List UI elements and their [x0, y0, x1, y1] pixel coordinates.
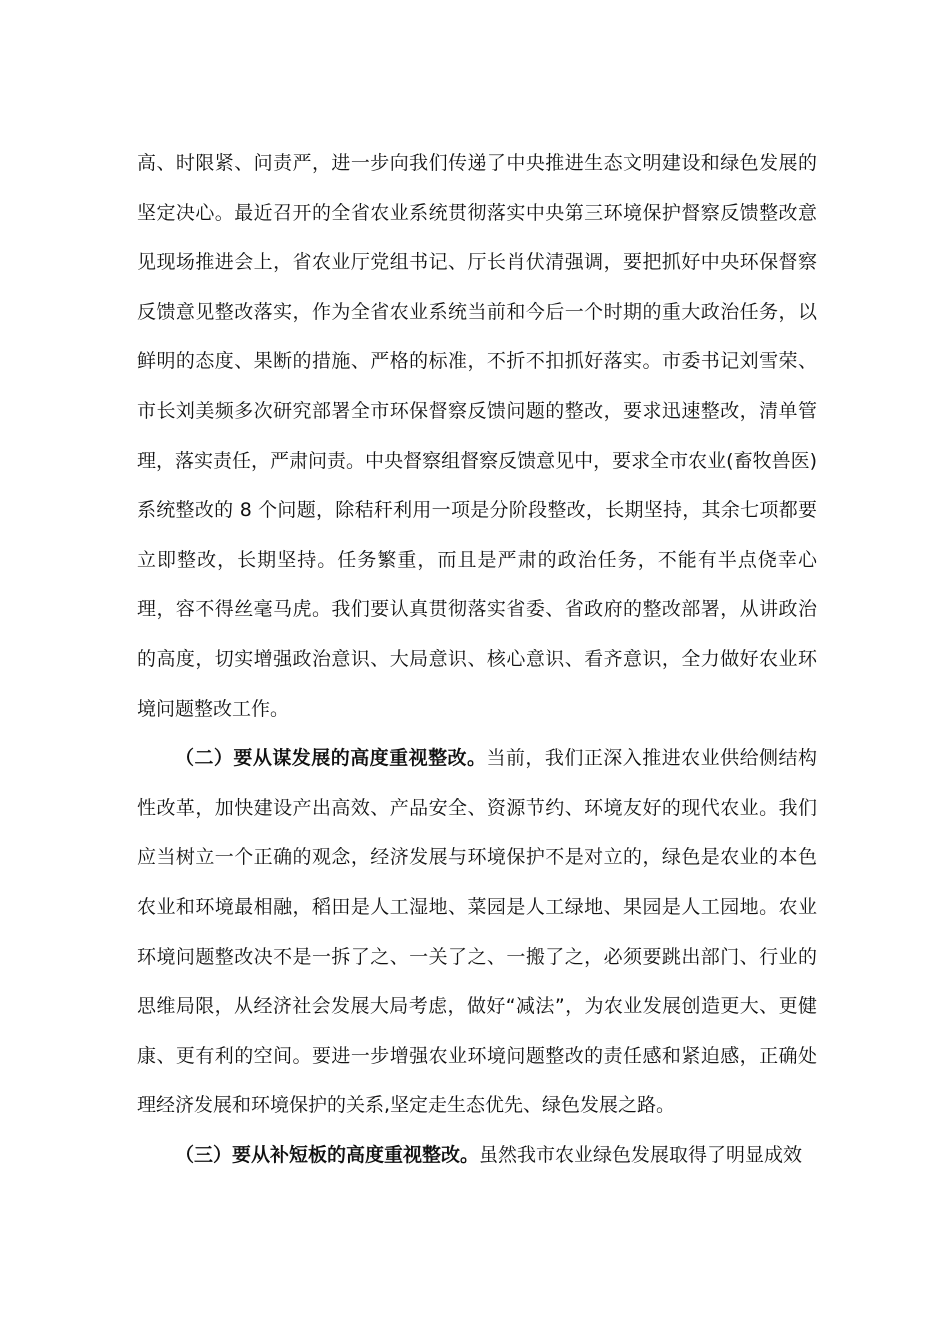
paragraph-1-text: 高、时限紧、问责严，进一步向我们传递了中央推进生态文明建设和绿色发展的坚定决心。最近召开的全省农业系统贯彻落实中央第三环境保护督察反馈整改意见现场推进会上，省农业厅党组书记、厅长肖伏清强调，要把抓好中央环保督察反馈意见整改落实，作为全省农业系统当前和今后一个时期的重大政治任务，以鲜明的态度、果断的措施、严格的标准，不折不扣抓好落实。市委书记刘雪荣、市长刘美频多次研究部署全市环保督察反馈问题的整改，要求迅速整改，清单管理，落实责任，严肃问责。中央督察组督察反馈意见中，要求全市农业(畜牧兽医)系统整改的 8 个问题，除秸秆利用一项是分阶段整改，长期坚持，其余七项都要立即整改，长期坚持。任务繁重，而且是严肃的政治任务，不能有半点侥幸心理，容不得丝毫马虎。我们要认真贯彻落实省委、省政府的整改部署，从讲政治的高度，切实增强政治意识、大局意识、核心意识、看齐意识，全力做好农业环境问题整改工作。 — [137, 152, 817, 720]
paragraph-2 — [137, 734, 817, 1131]
paragraph-3-heading: （三）要从补短板的高度重视整改。 — [175, 1143, 480, 1166]
paragraph-3-text: 虽然我市农业绿色发展取得了明显成效 — [479, 1143, 803, 1166]
paragraph-2-heading: （二）要从谋发展的高度重视整改。 — [175, 747, 487, 770]
paragraph-1 — [137, 139, 817, 734]
paragraph-2-text: 当前，我们正深入推进农业供给侧结构性改革，加快建设产出高效、产品安全、资源节约、环境友好的现代农业。我们应当树立一个正确的观念，经济发展与环境保护不是对立的，绿色是农业的本色农业和环境最相融，稻田是人工湿地、菜园是人工绿地、果园是人工园地。农业环境问题整改决不是一拆了之、一关了之、一搬了之，必须要跳出部门、行业的思维局限，从经济社会发展大局考虑，做好“减法”，为农业发展创造更大、更健康、更有利的空间。要进一步增强农业环境问题整改的责任感和紧迫感，正确处理经济发展和环境保护的关系,坚定走生态优先、绿色发展之路。 — [137, 747, 817, 1117]
paragraph-3 — [137, 1131, 817, 1181]
body-text — [137, 139, 817, 1180]
